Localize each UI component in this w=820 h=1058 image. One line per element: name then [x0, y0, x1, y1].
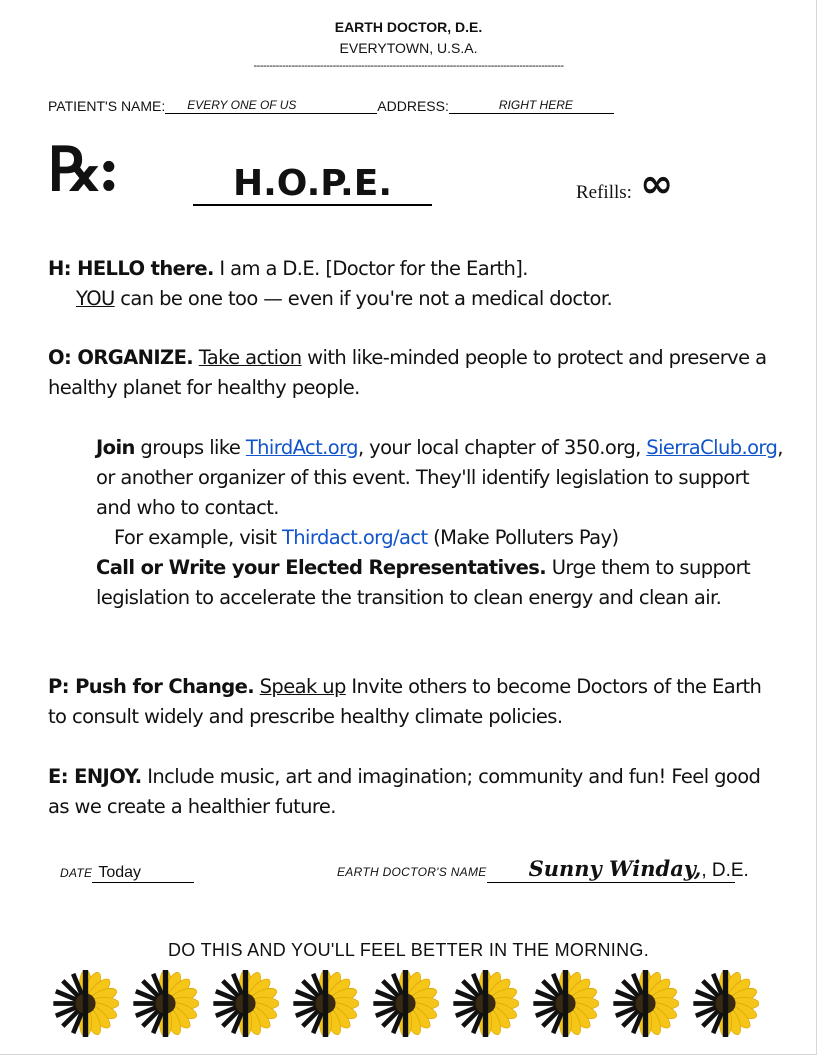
section-call — [96, 553, 786, 613]
sunflower-icon — [292, 970, 359, 1037]
thirdact-link[interactable]: ThirdAct.org — [245, 436, 358, 459]
address-label: ADDRESS: — [377, 98, 449, 114]
push-text: Invite others to become Doctors of the Earth to consult widely and prescribe healthy climate policies. — [48, 675, 762, 728]
address-value: RIGHT HERE — [498, 98, 573, 112]
section-push — [48, 672, 778, 732]
example-text: For example, visit — [114, 526, 282, 549]
call-lead: Call or Write your Elected Representatives. — [96, 556, 547, 579]
example-tail: (Make Polluters Pay) — [427, 526, 619, 549]
join-text2: , your local chapter of 350.org, — [357, 436, 647, 459]
patient-name-value: EVERY ONE OF US — [187, 98, 297, 112]
sunflower-icon — [372, 970, 439, 1037]
section-join — [96, 433, 786, 553]
section-hello — [48, 254, 778, 314]
doctor-field — [487, 856, 749, 883]
sunflower-icon — [532, 970, 599, 1037]
rx-symbol: ℞: — [48, 135, 116, 205]
join-text1: groups like — [134, 436, 246, 459]
call-text: Urge them to support legislation to accelerate the transition to clean energy and clean air. — [96, 556, 751, 609]
organize-lead: O: ORGANIZE. — [48, 346, 194, 369]
enjoy-lead: E: ENJOY. — [48, 765, 142, 788]
doctor-suffix: , D.E. — [701, 860, 749, 881]
doctor-line — [337, 856, 749, 883]
sunflower-icon — [692, 970, 759, 1037]
hello-you: YOU — [76, 287, 115, 310]
section-organize — [48, 343, 778, 403]
sunflower-icon — [452, 970, 519, 1037]
hello-text2: can be one too — even if you're not a medical doctor. — [114, 287, 613, 310]
push-lead: P: Push for Change. — [48, 675, 255, 698]
address-field — [449, 98, 614, 114]
join-lead: Join — [96, 436, 135, 459]
sunflower-icon — [52, 970, 119, 1037]
patient-name-field — [165, 98, 377, 114]
sierraclub-link[interactable]: SierraClub.org — [646, 436, 778, 459]
refills-value: ∞ — [640, 161, 674, 207]
date-field — [92, 864, 194, 883]
thirdact-act-link[interactable]: Thirdact.org/act — [281, 526, 428, 549]
organize-text: with like-minded people to protect and preserve a healthy planet for healthy people. — [48, 346, 767, 399]
patient-line — [48, 98, 614, 114]
date-label: DATE — [60, 866, 93, 880]
doctor-signature: Sunny Winday, — [528, 856, 702, 881]
doctor-title: EARTH DOCTOR, D.E. — [334, 19, 483, 35]
push-speak: Speak up — [259, 675, 346, 698]
patient-name-label: PATIENT'S NAME: — [48, 98, 166, 114]
prescription-title: H.O.P.E. — [193, 164, 432, 206]
sunflower-icon — [612, 970, 679, 1037]
organize-action: Take action — [198, 346, 302, 369]
hello-lead: H: HELLO there. — [48, 257, 214, 280]
enjoy-text: Include music, art and imagination; community and fun! Feel good as we create a healthier future. — [48, 765, 761, 818]
section-enjoy — [48, 762, 778, 822]
sunflower-row — [52, 970, 772, 1037]
hello-text: I am a D.E. [Doctor for the Earth]. — [213, 257, 528, 280]
refills-label: Refills: — [576, 182, 632, 203]
doctor-label: EARTH DOCTOR'S NAME — [337, 865, 487, 879]
date-value: Today — [98, 864, 142, 881]
join-text3: , or another organizer of this event. They'll identify legislation to support and who to contact. — [96, 436, 783, 519]
footer-message: DO THIS AND YOU'LL FEEL BETTER IN THE MORNING. — [168, 940, 649, 960]
header-divider: -------------------------------------------------------------------------------------------------- — [253, 60, 564, 72]
sunflower-icon — [132, 970, 199, 1037]
date-line — [60, 864, 194, 883]
sunflower-icon — [212, 970, 279, 1037]
doctor-location: EVERYTOWN, U.S.A. — [339, 40, 478, 56]
